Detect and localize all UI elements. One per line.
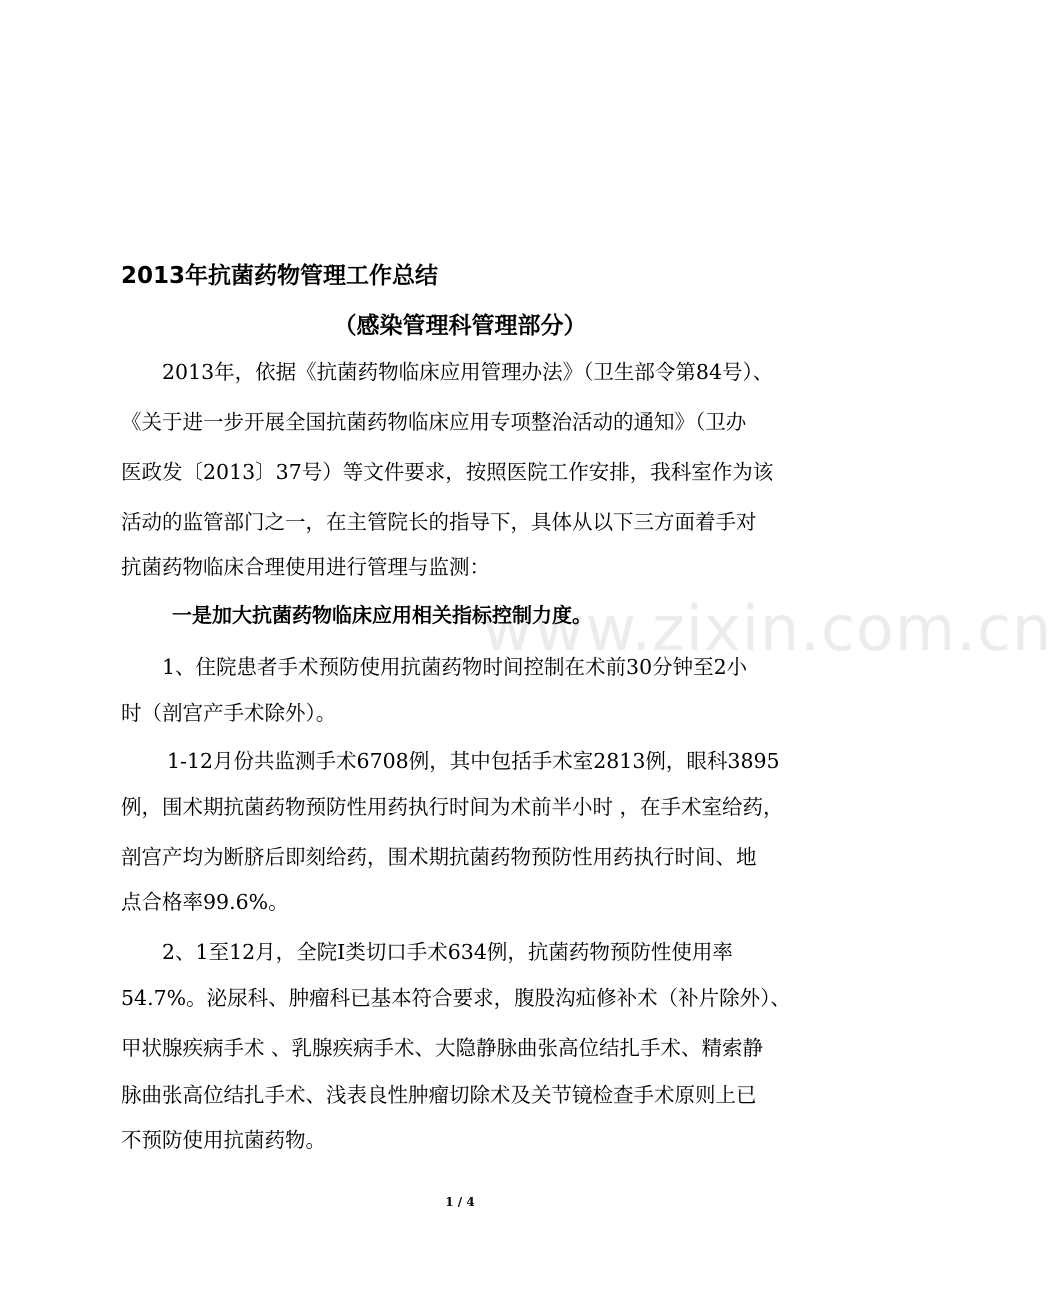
document-title: 2013年抗菌药物管理工作总结 (121, 263, 439, 289)
item-detail-line: 剖宫产均为断脐后即刻给药，围术期抗菌药物预防性用药执行时间、地 (121, 845, 757, 869)
paragraph-line: 医政发〔2013〕37号）等文件要求，按照医院工作安排，我科室作为该 (121, 460, 774, 484)
paragraph-line: 抗菌药物临床合理使用进行管理与监测： (121, 555, 490, 579)
watermark: www.zixin.com.cn (482, 592, 1052, 665)
item-detail-line: 点合格率99.6%。 (121, 890, 289, 914)
item-line: 甲状腺疾病手术 、乳腺疾病手术、大隐静脉曲张高位结扎手术、精索静 (121, 1036, 764, 1060)
item-line: 不预防使用抗菌药物。 (121, 1128, 326, 1152)
paragraph-line: 《关于进一步开展全国抗菌药物临床应用专项整治活动的通知》（卫办 (121, 410, 747, 434)
item-detail-line: 1-12月份共监测手术6708例，其中包括手术室2813例，眼科3895 (167, 749, 780, 773)
item-detail-line: 例，围术期抗菌药物预防性用药执行时间为术前半小时 ，在手术室给药， (121, 795, 784, 819)
paragraph-line: 2013年，依据《抗菌药物临床应用管理办法》（卫生部令第84号）、 (162, 360, 774, 384)
section-heading: 一是加大抗菌药物临床应用相关指标控制力度。 (172, 603, 592, 627)
item-line: 时（剖宫产手术除外）。 (121, 701, 337, 725)
paragraph-line: 活动的监管部门之一，在主管院长的指导下，具体从以下三方面着手对 (121, 510, 757, 534)
item-line: 脉曲张高位结扎手术、浅表良性肿瘤切除术及关节镜检查手术原则上已 (121, 1083, 757, 1107)
item-line: 2、1至12月，全院Ⅰ类切口手术634例，抗菌药物预防性使用率 (162, 940, 733, 964)
item-line: 54.7%。泌尿科、肿瘤科已基本符合要求，腹股沟疝修补术（补片除外）、 (121, 986, 791, 1010)
item-line: 1、住院患者手术预防使用抗菌药物时间控制在术前30分钟至2小 (162, 655, 748, 679)
document-subtitle: （感染管理科管理部分） (333, 313, 587, 339)
page-number: 1 / 4 (445, 1195, 475, 1209)
